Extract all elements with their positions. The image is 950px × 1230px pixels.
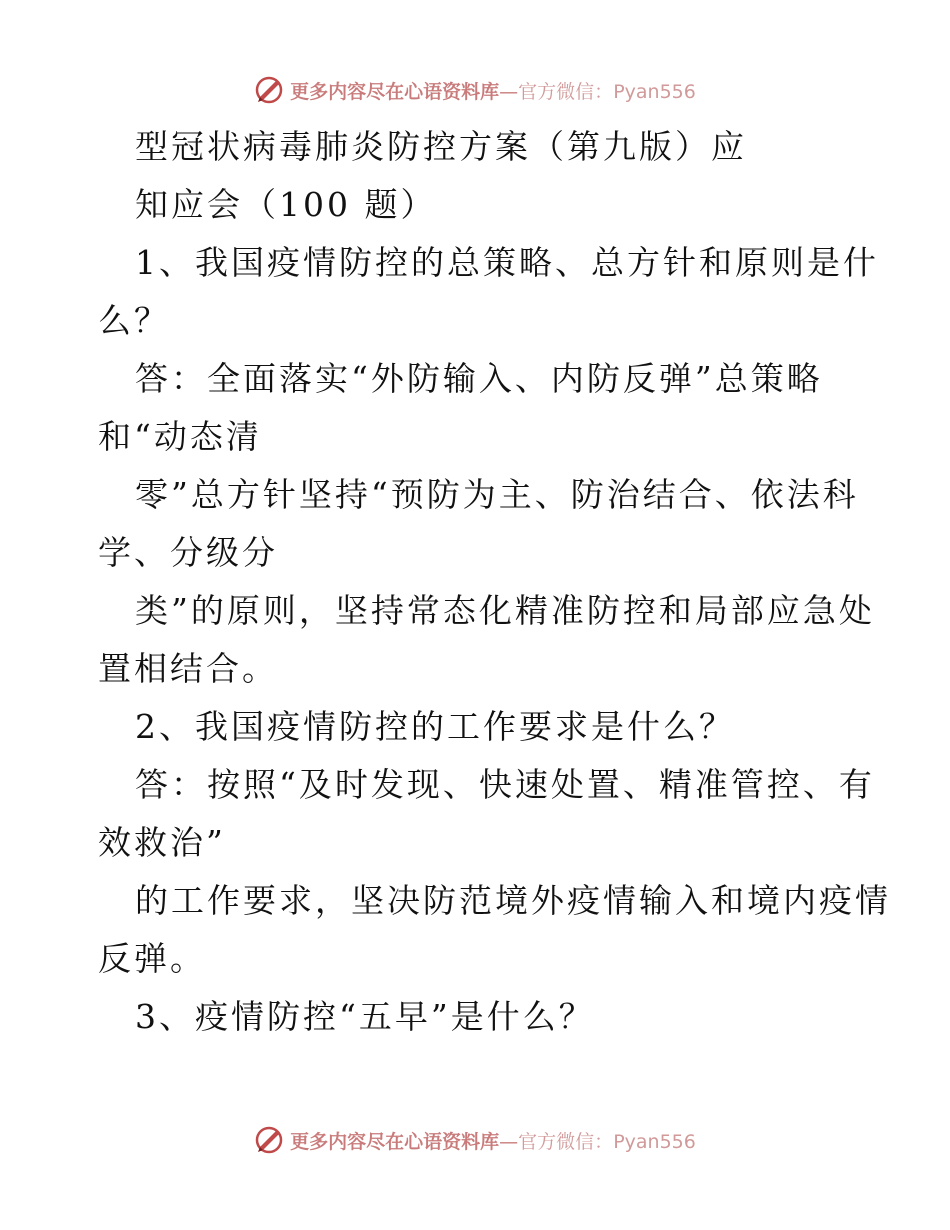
question-2: 2、我国疫情防控的工作要求是什么？ xyxy=(135,707,735,746)
watermark-wechat-id: Pyan556 xyxy=(613,80,696,103)
answer-2-line-1: 答：按照“及时发现、快速处置、精准管控、有 xyxy=(135,765,875,804)
doc-title-line-2: 知应会（100 题） xyxy=(135,185,437,224)
doc-title-line-1: 型冠状病毒肺炎防控方案（第九版）应 xyxy=(135,127,747,166)
watermark-brand: 更多内容尽在心语资料库 xyxy=(290,80,500,103)
watermark-brand: 更多内容尽在心语资料库 xyxy=(290,1130,500,1153)
watermark-text xyxy=(290,77,696,104)
watermark-wechat-id: Pyan556 xyxy=(613,1130,696,1153)
watermark-text xyxy=(290,1127,696,1154)
answer-1-line-5: 类”的原则，坚持常态化精准防控和局部应急处 xyxy=(135,591,875,630)
watermark-separator: — xyxy=(499,80,519,103)
answer-1-line-1: 答：全面落实“外防输入、内防反弹”总策略 xyxy=(135,359,823,398)
answer-1-line-6: 置相结合。 xyxy=(98,649,278,688)
answer-2-line-2: 效救治” xyxy=(98,823,226,862)
watermark-wechat-label: 官方微信： xyxy=(518,1130,614,1153)
watermark-wechat-label: 官方微信： xyxy=(518,80,614,103)
document-body xyxy=(98,118,891,1046)
answer-1-line-4: 学、分级分 xyxy=(98,533,278,572)
answer-1-line-2: 和“动态清 xyxy=(98,417,262,456)
question-3: 3、疫情防控“五早”是什么？ xyxy=(135,997,595,1036)
answer-2-line-3: 的工作要求，坚决防范境外疫情输入和境内疫情 xyxy=(135,881,891,920)
question-1: 1、我国疫情防控的总策略、总方针和原则是什 xyxy=(135,243,879,282)
footer-watermark xyxy=(0,1120,950,1160)
question-1-cont: 么？ xyxy=(98,301,170,340)
header-watermark xyxy=(0,70,950,110)
answer-1-line-3: 零”总方针坚持“预防为主、防治结合、依法科 xyxy=(135,475,859,514)
answer-2-line-4: 反弹。 xyxy=(98,939,206,978)
pen-logo-icon xyxy=(254,75,284,105)
watermark-separator: — xyxy=(499,1130,519,1153)
pen-logo-icon xyxy=(254,1125,284,1155)
